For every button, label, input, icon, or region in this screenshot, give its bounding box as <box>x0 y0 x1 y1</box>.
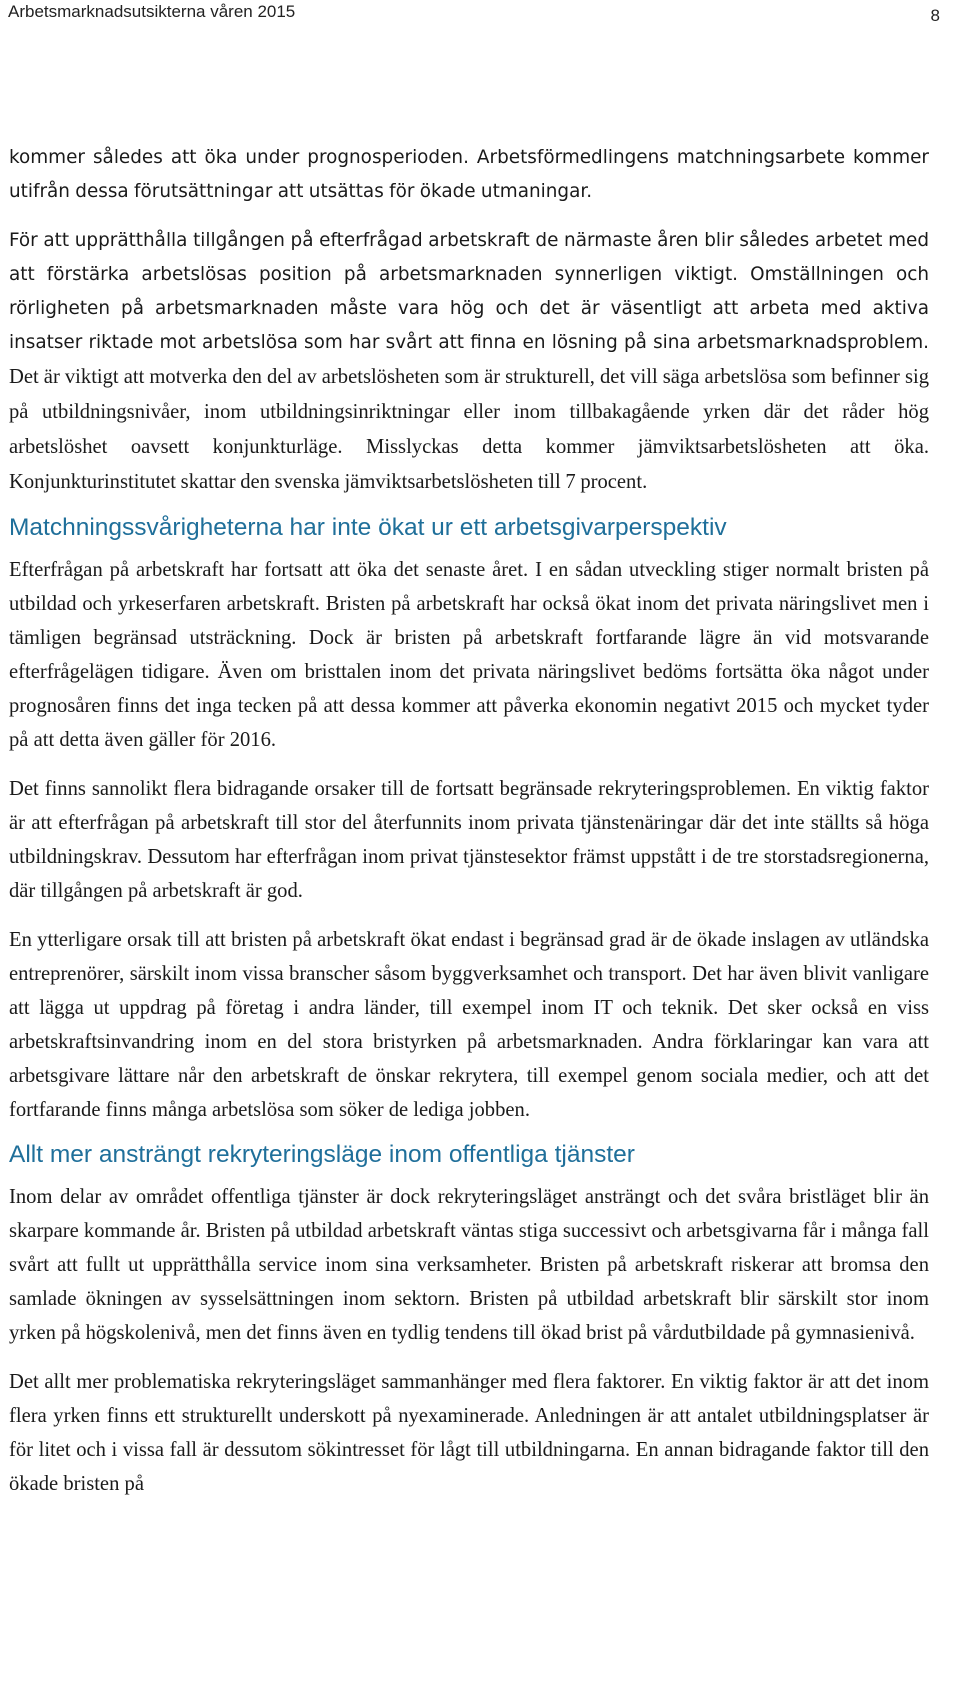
paragraph: En ytterligare orsak till att bristen på arbetskraft ökat endast i begränsad grad är de ökade inslagen av utländska entreprenörer, särskilt inom vissa branscher såsom byggverksamhet och transport. Det har även blivit vanligare att lägga ut uppdrag på företag i andra länder, till exempel inom IT och teknik. Det sker också en viss arbetskraftsinvandring inom en del stora bristyrken på arbetsmarknaden. Andra förklaringar kan vara att arbetsgivare lättare når den arbetskraft de önskar rekrytera, till exempel genom sociala medier, och att det fortfarande finns många arbetslösa som söker de lediga jobben. <box>9 929 929 1121</box>
document-body <box>9 141 929 1501</box>
section-heading: Allt mer ansträngt rekryteringsläge inom offentliga tjänster <box>9 1141 635 1168</box>
page-header <box>8 0 940 28</box>
paragraph-part: Det är viktigt att motverka den del av arbetslösheten som är strukturell, det vill säga arbetslösa som befinner sig på utbildningsnivåer, inom utbildningsinriktningar eller inom tillbakagående yrken där det råder hög arbetslöshet oavsett konjunkturläge. Misslyckas detta kommer jämviktsarbetslösheten att öka. Konjunkturinstitutet skattar den svenska jämviktsarbetslösheten till 7 procent. <box>9 366 929 493</box>
running-title: Arbetsmarknadsutsikterna våren 2015 <box>8 2 296 21</box>
section-heading: Matchningssvårigheterna har inte ökat ur ett arbetsgivarperspektiv <box>9 514 727 541</box>
paragraph: Inom delar av området offentliga tjänster är dock rekryteringsläget ansträngt och det svåra bristläget blir än skarpare kommande år. Bristen på utbildad arbetskraft väntas stiga successivt och arbetsgivarna får i många fall svårt att fullt ut upprätthålla service inom sina verksamheter. Bristen på arbetskraft riskerar att bromsa den samlade ökningen av sysselsättningen inom sektorn. Bristen på utbildad arbetskraft blir särskilt stor inom yrken på högskolenivå, men det finns även en tydlig tendens till ökad brist på vårdutbildade på gymnasienivå. <box>9 1186 929 1344</box>
paragraph: Efterfrågan på arbetskraft har fortsatt att öka det senaste året. I en sådan utveckling stiger normalt bristen på utbildad och yrkeserfaren arbetskraft. Bristen på arbetskraft har också ökat inom det privata näringslivet men i tämligen begränsad utsträckning. Dock är bristen på arbetskraft fortfarande lägre än vid motsvarande efterfrågelägen tidigare. Även om bristtalen inom det privata näringslivet bedöms fortsätta öka något under prognosåren finns det inga tecken på att dessa kommer att påverka ekonomin negativt 2015 och mycket tyder på att detta även gäller för 2016. <box>9 559 929 751</box>
paragraph <box>9 224 929 500</box>
paragraph: Det finns sannolikt flera bidragande orsaker till de fortsatt begränsade rekryteringsproblemen. En viktig faktor är att efterfrågan på arbetskraft till stor del återfunnits inom privata tjänstenäringar där det inte ställts så höga utbildningskrav. Dessutom har efterfrågan inom privat tjänstesektor främst uppstått i de tre storstadsregionerna, där tillgången på arbetskraft är god. <box>9 778 929 902</box>
paragraph: kommer således att öka under prognosperioden. Arbetsförmedlingens matchningsarbete kommer utifrån dessa förutsättningar att utsättas för ökade utmaningar. <box>9 147 929 202</box>
page-number: 8 <box>930 6 940 25</box>
paragraph: Det allt mer problematiska rekryteringsläget sammanhänger med flera faktorer. En viktig faktor är att det inom flera yrken finns ett strukturellt underskott på nyexaminerade. Anledningen är att antalet utbildningsplatser är för litet och i vissa fall är dessutom sökintresset för lågt till utbildningarna. En annan bidragande faktor till den ökade bristen på <box>9 1371 929 1495</box>
paragraph-part: För att upprätthålla tillgången på efterfrågad arbetskraft de närmaste åren blir således arbetet med att förstärka arbetslösas position på arbetsmarknaden synnerligen viktigt. Omställningen och rörligheten på arbetsmarknaden måste vara hög och det är väsentligt att arbeta med aktiva insatser riktade mot arbetslösa som har svårt att finna en lösning på sina arbetsmarknadsproblem. <box>9 230 929 353</box>
